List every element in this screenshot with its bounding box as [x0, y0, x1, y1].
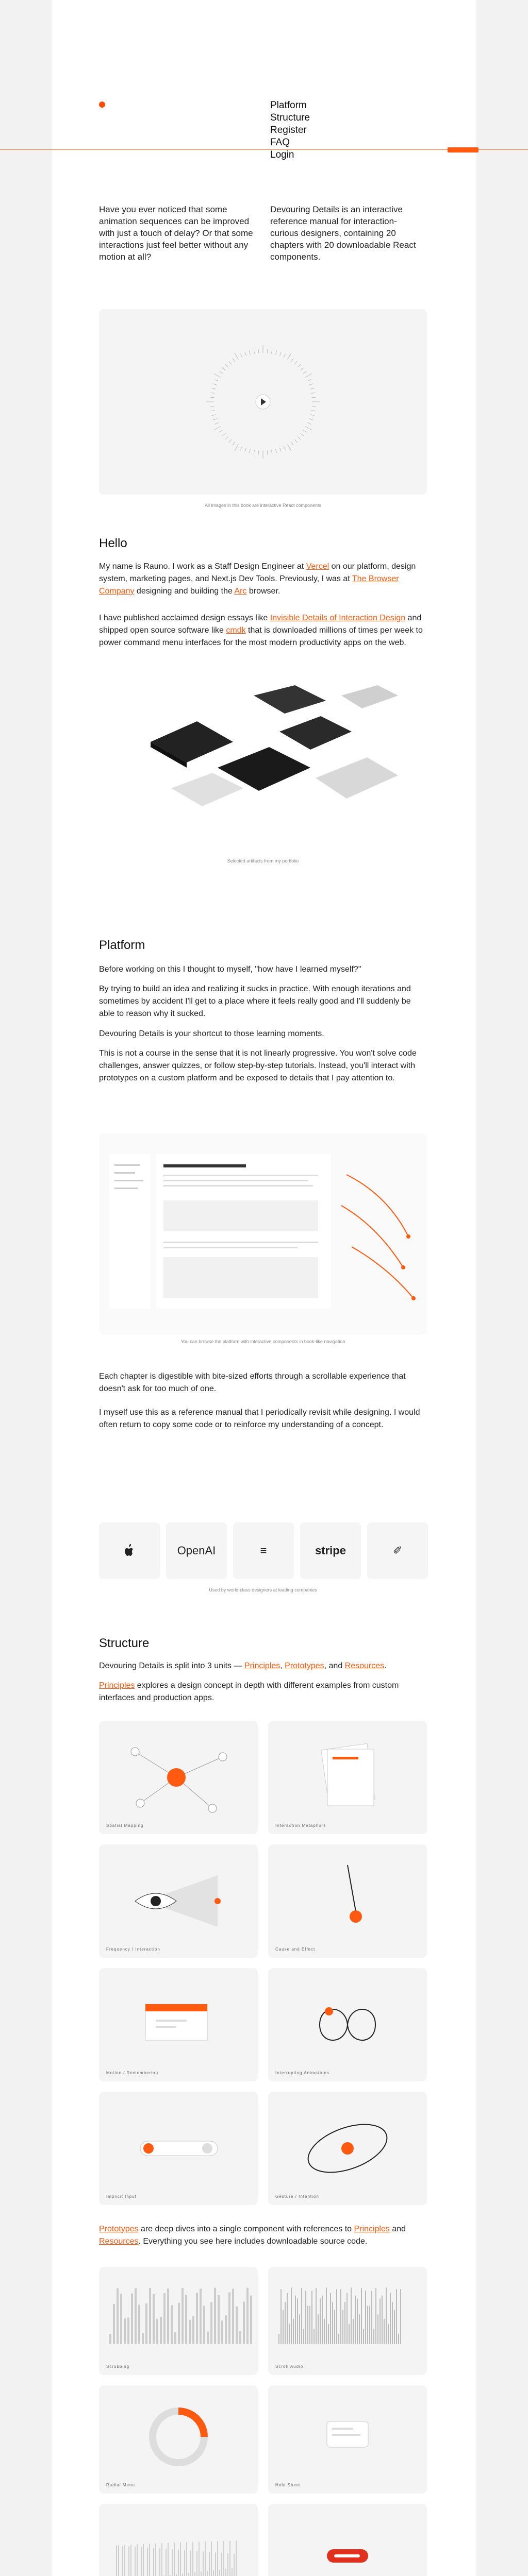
- platform-para-3: Devouring Details is your shortcut to those learning moments.: [99, 1029, 324, 1038]
- resources-link-2[interactable]: Resources: [99, 2237, 139, 2246]
- prototype-card-6[interactable]: [268, 2504, 427, 2576]
- pendulum-icon: [268, 1844, 427, 1958]
- principle-card-5[interactable]: Motion / Remembering: [99, 1968, 258, 2081]
- stripe-logo: stripe: [300, 1522, 361, 1579]
- principle-card-4[interactable]: Cause and Effect: [268, 1844, 427, 1958]
- platform-para-1: Before working on this I thought to myself, "how have I learned myself?": [99, 965, 361, 974]
- logos-caption: Used by world-class designers at leading companies: [209, 1587, 317, 1592]
- principle-card-3[interactable]: Frequency / Interaction: [99, 1844, 258, 1958]
- intro-left: Have you ever noticed that some animation sequences can be improved with just a touch of delay? Or that some interactions just feel better without any motion at all?: [99, 205, 253, 262]
- customer-logos: [99, 1522, 427, 1579]
- apple-logo: [99, 1522, 160, 1579]
- platform-screenshot: [99, 1133, 427, 1334]
- cmdk-link[interactable]: cmdk: [226, 626, 246, 635]
- spatial-mapping-icon: [99, 1721, 258, 1834]
- radial-menu-icon: [99, 2385, 258, 2494]
- nav-login[interactable]: Login: [270, 149, 294, 160]
- vercel-link[interactable]: Vercel: [306, 562, 329, 571]
- orbit-gesture-icon: [268, 2092, 427, 2205]
- principles-link-2[interactable]: Principles: [99, 1681, 135, 1690]
- hello-para-2: I have published acclaimed design essays like Invisible Details of Interaction Design and shipped open source software like cmdk that is downloaded millions of times per week to power command menu interfaces for the most modern productivity apps on the web.: [99, 614, 423, 647]
- resources-link[interactable]: Resources: [344, 1662, 385, 1670]
- platform-preview-illustration: [99, 1133, 427, 1334]
- structure-para-3: Prototypes are deep dives into a single component with references to Principles and Resources. Everything you see here includes downloadable source code.: [99, 2225, 406, 2246]
- main-nav: [270, 99, 332, 161]
- nav-faq[interactable]: FAQ: [270, 137, 290, 148]
- hello-heading: Hello: [99, 536, 127, 550]
- structure-heading: Structure: [99, 1636, 150, 1650]
- hero-card: [99, 309, 427, 495]
- essay-link[interactable]: Invisible Details of Interaction Design: [270, 614, 406, 622]
- radial-dial-illustration: [99, 309, 427, 495]
- nav-register[interactable]: Register: [270, 125, 307, 135]
- prototype-card-5[interactable]: [99, 2504, 258, 2576]
- eye-tracking-icon: [99, 1844, 258, 1958]
- intro-right: Devouring Details is an interactive reference manual for interaction-curious designers, containing 20 chapters with 20 downloadable React components.: [270, 205, 416, 262]
- prototypes-link-2[interactable]: Prototypes: [99, 2225, 139, 2233]
- principle-card-7[interactable]: Implicit Input: [99, 2092, 258, 2205]
- line-graph-icon: [99, 2504, 258, 2576]
- platform-para-6: I myself use this as a reference manual that I periodically revisit while designing. I would often return to copy some code or to reinforce my understanding of a concept.: [99, 1408, 420, 1429]
- progress-badge: [448, 147, 478, 152]
- prototype-card-2[interactable]: Scroll Audio: [268, 2267, 427, 2375]
- linear-logo: ≡: [233, 1522, 294, 1579]
- openai-logo: OpenAI: [166, 1522, 227, 1579]
- hold-sheet-icon: [268, 2385, 427, 2494]
- platform-para-2: By trying to build an idea and realizing it sucks in practice. With enough iterations and sometimes by accident I'll get to a place where it feels really good and I'll suddenly be able to reason why it sucked.: [99, 985, 411, 1018]
- platform-caption: You can browse the platform with interactive components in book-like navigation: [180, 1339, 345, 1344]
- principle-card-1[interactable]: Spatial Mapping: [99, 1721, 258, 1834]
- browser-company-link[interactable]: The Browser Company: [99, 574, 399, 596]
- logo-dot[interactable]: [99, 101, 105, 108]
- arc-link[interactable]: Arc: [234, 587, 247, 596]
- prototypes-link[interactable]: Prototypes: [285, 1662, 324, 1670]
- portfolio-caption: Selected artifacts from my portfolio: [227, 858, 299, 863]
- prototype-card-1[interactable]: Scrubbing: [99, 2267, 258, 2375]
- prototype-card-4[interactable]: Hold Sheet: [268, 2385, 427, 2494]
- platform-heading: Platform: [99, 938, 145, 952]
- principle-card-6[interactable]: Interrupting Animations: [268, 1968, 427, 2081]
- principles-link[interactable]: Principles: [244, 1662, 280, 1670]
- audio-waveform-icon: [268, 2267, 427, 2375]
- toolbar-button-icon: [268, 2504, 427, 2576]
- infinity-path-icon: [268, 1968, 427, 2081]
- nav-platform[interactable]: Platform: [270, 100, 307, 111]
- stacked-cards-icon: [268, 1721, 427, 1834]
- scrubbing-bars-icon: [99, 2267, 258, 2375]
- figma-logo: ✐: [367, 1522, 428, 1579]
- toggle-input-icon: [99, 2092, 258, 2205]
- window-stack-icon: [99, 1968, 258, 2081]
- principle-card-8[interactable]: Gesture / Intention: [268, 2092, 427, 2205]
- hello-para-1: My name is Rauno. I work as a Staff Design Engineer at Vercel on our platform, design system, marketing pages, and Next.js Dev Tools. Previously, I was at The Browser Company designing and building the Arc browser.: [99, 562, 416, 596]
- platform-para-4: This is not a course in the sense that it is not linearly progressive. You won't solve code challenges, answer quizzes, or follow step-by-step tutorials. Instead, you'll interact with prototypes on a custom platform and be exposed to details that I pay attention to.: [99, 1049, 417, 1082]
- portfolio-artifacts: [99, 665, 427, 850]
- prototype-card-3[interactable]: Radial Menu: [99, 2385, 258, 2494]
- nav-structure[interactable]: Structure: [270, 112, 310, 123]
- structure-para-2: Principles explores a design concept in depth with different examples from custom interfaces and production apps.: [99, 1681, 399, 1702]
- principle-card-2[interactable]: Interaction Metaphors: [268, 1721, 427, 1834]
- hero-caption: All images in this book are interactive React components: [204, 503, 322, 508]
- platform-para-5: Each chapter is digestible with bite-sized efforts through a scrollable experience that doesn't ask for too much of one.: [99, 1372, 406, 1393]
- portfolio-illustration: [99, 665, 427, 850]
- structure-para-1: Devouring Details is split into 3 units — Principles, Prototypes, and Resources.: [99, 1662, 387, 1670]
- principles-link-3[interactable]: Principles: [354, 2225, 390, 2233]
